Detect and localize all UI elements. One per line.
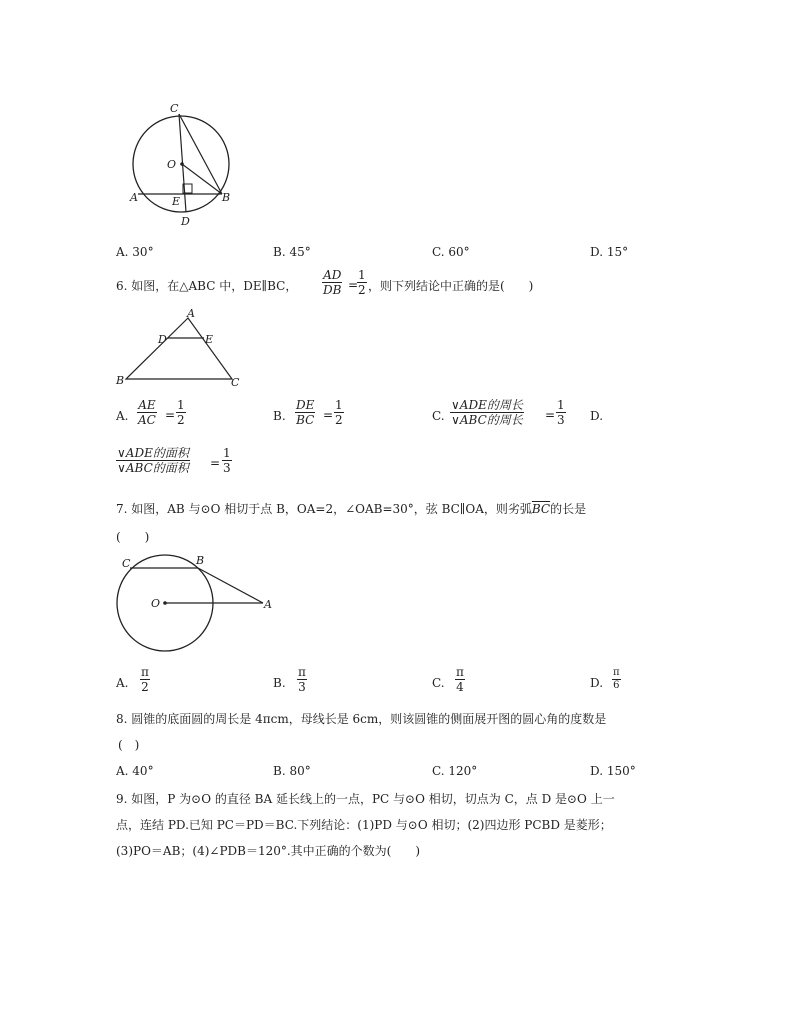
q6-stem-frac-den: DB — [323, 283, 342, 297]
q6-opt-a-rhs-num: 1 — [177, 398, 185, 412]
q6-stem-rhs-num: 1 — [358, 268, 366, 282]
q7-opt-a-den: 2 — [141, 680, 149, 694]
q6-figure — [112, 308, 247, 390]
q8-option-a[interactable]: A. 40° — [116, 764, 154, 778]
q6-option-a-label[interactable]: A. — [116, 409, 129, 423]
q6-opt-b-eq: = — [323, 408, 334, 422]
q7-opt-d-num: π — [613, 667, 620, 678]
q6-opt-b-rhs-den: 2 — [335, 413, 343, 427]
q7-option-c-label[interactable]: C. — [432, 676, 445, 690]
q7-opt-a-num: π — [141, 665, 149, 679]
q7-opt-b-num: π — [298, 665, 306, 679]
q6-opt-d-den: ∨ABC的面积 — [117, 461, 189, 475]
q6-opt-a-num: AE — [138, 398, 156, 412]
q6-stem-fraction — [322, 268, 342, 297]
q6-opt-d-rhs — [222, 446, 232, 475]
q6-stem-rhs-den: 2 — [358, 283, 366, 297]
q8-paren: ( ) — [118, 738, 140, 752]
q5-segment-ob — [182, 164, 222, 194]
q8-option-d[interactable]: D. 150° — [590, 764, 636, 778]
q7-opt-d-den: 6 — [613, 680, 620, 691]
q6-label-e: E — [205, 333, 214, 346]
q9-line-3: (3)PO＝AB；(4)∠PDB＝120°.其中正确的个数为( ) — [116, 844, 421, 858]
q7-tangent-ba — [198, 568, 263, 603]
q6-stem-suffix: ，则下列结论中正确的是( ) — [368, 279, 534, 293]
q6-opt-d-num: ∨ADE的面积 — [117, 446, 189, 460]
q6-option-c-frac[interactable] — [450, 398, 524, 427]
q7-label-a: A — [264, 598, 272, 611]
q6-stem-frac-num: AD — [323, 268, 342, 282]
q7-label-c: C — [122, 557, 131, 570]
q7-option-d-frac[interactable] — [612, 667, 621, 692]
q9-line-2: 点，连结 PD.已知 PC＝PD＝BC.下列结论：(1)PD 与⊙O 相切；(2)四边形 PCBD 是菱形； — [116, 818, 612, 832]
q6-opt-a-rhs — [176, 398, 186, 427]
q5-label-d: D — [181, 215, 190, 228]
q7-opt-c-den: 4 — [456, 680, 464, 694]
q6-option-b-frac[interactable] — [295, 398, 315, 427]
q8-option-c[interactable]: C. 120° — [432, 764, 478, 778]
q5-center-dot — [180, 162, 184, 166]
q6-opt-b-num: DE — [296, 398, 315, 412]
q8-option-b[interactable]: B. 80° — [273, 764, 311, 778]
q6-opt-c-den: ∨ABC的周长 — [451, 413, 523, 427]
q7-option-a-frac[interactable] — [140, 665, 150, 694]
q7-paren: ( ) — [116, 530, 150, 544]
q5-label-e: E — [172, 195, 181, 208]
q7-arc-bc: $\overline{BC}$ — [531, 502, 551, 516]
q6-option-d-frac[interactable] — [116, 446, 190, 475]
q6-opt-d-eq: = — [210, 456, 221, 470]
q5-label-o: O — [167, 158, 177, 171]
q6-option-b-label[interactable]: B. — [273, 409, 286, 423]
q7-stem-a: 7. 如图，AB 与⊙O 相切于点 B，OA=2，∠OAB=30°，弦 BC∥OA，则劣弧 — [116, 502, 532, 516]
q8-stem: 8. 圆锥的底面圆的周长是 4πcm，母线长是 6cm，则该圆锥的侧面展开图的圆心角的度数是 — [116, 712, 607, 726]
q7-label-b: B — [196, 554, 205, 567]
q5-label-b: B — [222, 191, 231, 204]
q7-figure — [112, 552, 277, 656]
q7-label-o: O — [151, 597, 161, 610]
q5-option-c[interactable]: C. 60° — [432, 245, 470, 259]
q7-center-dot — [163, 601, 167, 605]
q5-label-a: A — [130, 191, 138, 204]
q6-option-d-label[interactable]: D. — [590, 409, 604, 423]
q6-opt-b-rhs — [334, 398, 344, 427]
q6-opt-b-den: BC — [296, 413, 315, 427]
q7-option-d-label[interactable]: D. — [590, 676, 604, 690]
q6-opt-c-rhs — [556, 398, 566, 427]
q5-option-a[interactable]: A. 30° — [116, 245, 154, 259]
q7-option-b-frac[interactable] — [297, 665, 307, 694]
q6-opt-d-rhs-num: 1 — [223, 446, 231, 460]
q6-opt-c-num: ∨ADE的周长 — [451, 398, 523, 412]
q7-opt-c-num: π — [456, 665, 464, 679]
q7-option-c-frac[interactable] — [455, 665, 465, 694]
q6-opt-a-rhs-den: 2 — [177, 413, 185, 427]
q7-opt-b-den: 3 — [298, 680, 306, 694]
q5-figure — [120, 98, 250, 230]
q9-line-1: 9. 如图，P 为⊙O 的直径 BA 延长线上的一点，PC 与⊙O 相切，切点为 C，点 D 是⊙O 上一 — [116, 792, 615, 806]
q6-label-b: B — [116, 374, 125, 387]
q6-stem-prefix: 6. 如图，在△ABC 中，DE∥BC， — [116, 279, 298, 293]
q5-option-d[interactable]: D. 15° — [590, 245, 629, 259]
q7-stem — [116, 501, 586, 517]
q6-triangle-abc — [126, 318, 232, 379]
q6-opt-a-eq: = — [165, 408, 176, 422]
q6-stem-eq: = — [348, 278, 359, 292]
q5-option-b[interactable]: B. 45° — [273, 245, 311, 259]
q7-stem-b: 的长是 — [550, 502, 587, 516]
q6-opt-c-rhs-num: 1 — [557, 398, 565, 412]
q6-label-d: D — [158, 333, 167, 346]
q6-opt-c-eq: = — [545, 408, 556, 422]
q6-opt-b-rhs-num: 1 — [335, 398, 343, 412]
q6-option-c-label[interactable]: C. — [432, 409, 445, 423]
q6-opt-c-rhs-den: 3 — [557, 413, 565, 427]
q6-stem-rhs — [357, 268, 367, 297]
q5-label-c: C — [170, 102, 179, 115]
q6-option-a-frac[interactable] — [137, 398, 157, 427]
q6-label-c: C — [231, 376, 240, 389]
q5-chord-cb — [179, 114, 222, 194]
q6-opt-a-den: AC — [138, 413, 156, 427]
q6-label-a: A — [187, 308, 195, 320]
q7-option-b-label[interactable]: B. — [273, 676, 286, 690]
q6-opt-d-rhs-den: 3 — [223, 461, 231, 475]
q7-option-a-label[interactable]: A. — [116, 676, 129, 690]
